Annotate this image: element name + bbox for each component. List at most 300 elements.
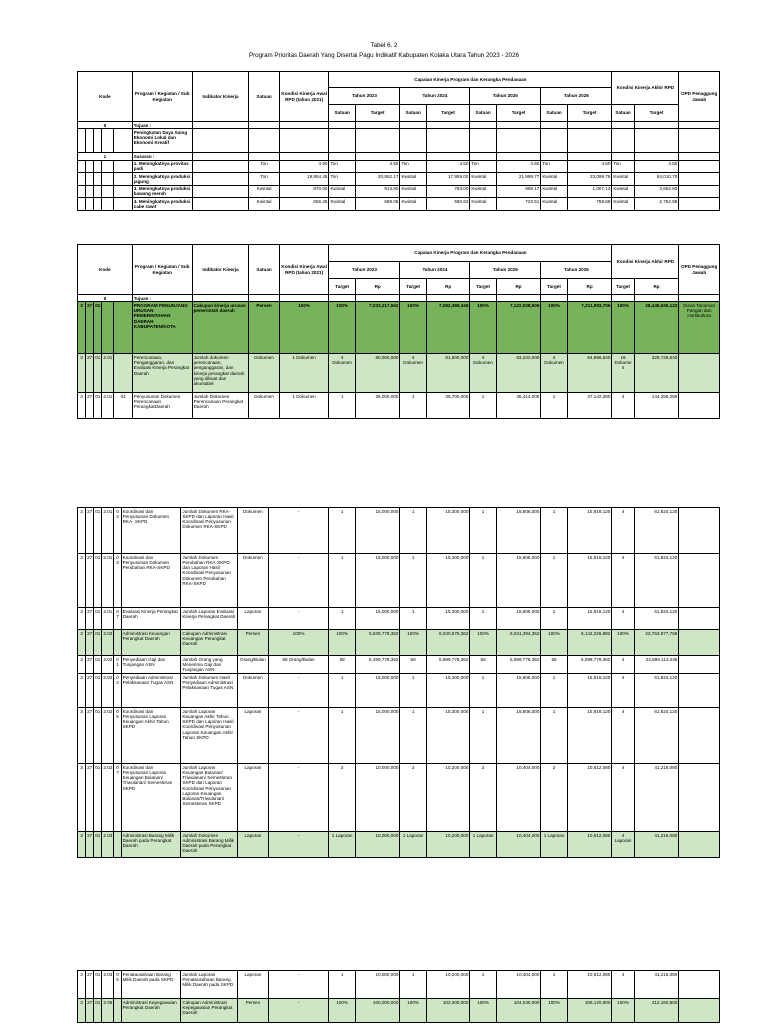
kode-cell: 05	[114, 708, 121, 764]
opd-cell	[679, 971, 720, 999]
kondisi-awal-cell: 656.25	[279, 198, 329, 211]
program-table-page3	[77, 970, 720, 1023]
rp-2023: 80,000,000	[355, 354, 400, 393]
indikator-cell: Jumlah dokumen perencanaan, penganggaran, dan kinerja perangkat daerah yang dibuat dan akuntabel	[192, 354, 249, 393]
opd-cell	[679, 674, 720, 708]
rp-2024: 15,300,000	[426, 508, 470, 554]
target-2025: 723.51	[496, 198, 541, 211]
satuan-2024: Kwintal	[400, 185, 426, 198]
kode-cell	[102, 160, 114, 173]
kode-cell: 3	[78, 999, 86, 1023]
target-akhir: 4	[612, 608, 634, 630]
rp-2024: 10,200,000	[426, 832, 470, 858]
rp-2026: 37,142,280	[567, 393, 612, 419]
col-opd: OPD Penaggung Jawab	[679, 72, 720, 122]
table-row	[78, 999, 720, 1023]
kondisi-awal-cell: -	[268, 832, 329, 858]
kode-cell	[78, 198, 86, 211]
col-satuan-2025: Satuan	[470, 105, 496, 122]
kode-cell: 3	[78, 508, 86, 554]
rp-akhir: 61,824,120	[634, 608, 679, 630]
kode-cell: 01	[94, 393, 102, 419]
col-target-2026: Target	[567, 105, 612, 122]
satuan-cell: Persen	[238, 999, 268, 1023]
target-akhir: 4	[612, 393, 634, 419]
rp-akhir: 412,160,800	[634, 999, 679, 1023]
target-2024: 17,959.00	[426, 173, 470, 186]
rp-akhir: 329,728,640	[634, 354, 679, 393]
col-satuan: Satuan	[249, 72, 279, 122]
target-2024: 100%	[400, 999, 426, 1023]
target-2023: 1 Laporan	[329, 832, 355, 858]
target-2026: 1	[541, 708, 567, 764]
kode-cell	[102, 185, 114, 198]
target-2026: 23,099.76	[567, 173, 612, 186]
kode-cell	[86, 185, 94, 198]
kondisi-awal-cell: -	[268, 708, 329, 764]
rp-akhir: 41,216,080	[634, 832, 679, 858]
table-row	[78, 122, 720, 129]
target-2023: 1	[329, 674, 355, 708]
target-2023: 20,952.17	[355, 173, 400, 186]
rp-2025: 15,606,000	[496, 554, 541, 608]
col-target-2024: Target	[400, 279, 426, 295]
target-2025: 100%	[470, 630, 496, 656]
col-satuan-2026: Satuan	[541, 105, 567, 122]
satuan-cell: Laporan	[238, 832, 268, 858]
table-row	[78, 198, 720, 211]
target-2023: 913.50	[355, 185, 400, 198]
target-2023: 4.50	[355, 160, 400, 173]
table-row	[78, 153, 720, 160]
satuan-akhir: Kwintal	[612, 185, 634, 198]
target-2024: 1 Laporan	[400, 832, 426, 858]
target-2024: 1	[400, 393, 426, 419]
kode-cell: 01	[94, 674, 102, 708]
kondisi-awal-cell: 1 Dokumen	[279, 354, 329, 393]
col-kondisi-akhir: Kondisi Kinerja Akhir RPD	[612, 245, 679, 279]
kode-cell: 2.01	[102, 554, 114, 608]
rp-2025: 10,404,000	[496, 971, 541, 999]
satuan-cell: Dokumen	[238, 674, 268, 708]
target-2025: 1	[470, 608, 496, 630]
kode-cell: 2.03	[102, 971, 114, 999]
col-2024: Tahun 2024	[400, 262, 470, 279]
rp-2025: 7,122,038,506	[496, 302, 541, 354]
target-akhir: 4	[612, 554, 634, 608]
satuan-cell: Kwintal	[249, 185, 279, 198]
target-2023: 689.06	[355, 198, 400, 211]
kode-cell	[114, 302, 132, 354]
kode-cell	[114, 630, 121, 656]
target-2025: 100%	[470, 302, 496, 354]
col-program: Program / Kegiatan / Sub Kegiatan	[132, 245, 192, 295]
kode-cell: 27	[86, 999, 94, 1023]
col-2026: Tahun 2026	[541, 262, 612, 279]
kondisi-awal-cell: 870.00	[279, 185, 329, 198]
rp-2024: 5,999,778,362	[426, 656, 470, 674]
kode-cell: 1	[78, 153, 133, 160]
target-2024: 1	[400, 608, 426, 630]
target-2024: 4 Dokumen	[400, 354, 426, 393]
target-2023: 1	[329, 393, 355, 419]
target-2025: 1	[470, 393, 496, 419]
indicator-name: 3. Meningkatnya produksi bawang merah	[133, 186, 191, 197]
kode-cell: II	[78, 295, 133, 302]
indikator-cell	[192, 160, 249, 173]
kode-cell: 27	[86, 674, 94, 708]
program-name: Perencanaan, Penganggaran, dan Evaluasi Kinerja Perangkat Daerah	[132, 354, 192, 393]
target-akhir: 4	[612, 764, 634, 832]
kode-cell	[86, 173, 94, 186]
kode-cell: 3	[78, 674, 86, 708]
satuan-2023: Kwintal	[329, 185, 355, 198]
indikator-cell: Jumlah Laporan Penatausahaan Barang Milik Daerah pada SKPD	[181, 971, 238, 999]
kode-cell: 3	[78, 832, 86, 858]
opd-cell: Dinas Tanaman Pangan dan Hortikultura	[679, 302, 720, 354]
rp-2025: 10,404,000	[496, 764, 541, 832]
col-indikator: Indikator Kinerja	[192, 72, 249, 122]
kondisi-awal-cell: -	[268, 674, 329, 708]
target-2025: 21,999.77	[496, 173, 541, 186]
rp-akhir: 61,824,120	[634, 554, 679, 608]
target-2025: 1	[470, 708, 496, 764]
target-2026: 759.69	[567, 198, 612, 211]
indikator-cell: Jumlah Dokumen Perencanaan Perangkat Daerah	[192, 393, 249, 419]
kode-cell	[94, 198, 102, 211]
col-capaian: Capaian Kinerja Program dan Kerangka Pendanaan	[329, 72, 612, 88]
kode-cell	[114, 832, 121, 858]
kode-cell: 27	[86, 764, 94, 832]
kode-cell	[102, 173, 114, 186]
rp-2024: 7,082,386,346	[426, 302, 470, 354]
rp-2023: 15,000,000	[355, 708, 400, 764]
kode-cell: 07	[114, 608, 121, 630]
col-target-akhir: Target	[612, 279, 634, 295]
kode-cell: 2.02	[102, 764, 114, 832]
kode-cell: 27	[86, 508, 94, 554]
col-2025: Tahun 2025	[470, 262, 541, 279]
satuan-cell: Laporan	[238, 764, 268, 832]
kondisi-awal-cell: -	[268, 508, 329, 554]
table-row	[78, 393, 720, 419]
table-row	[78, 608, 720, 630]
target-2024: 1	[400, 674, 426, 708]
target-2026: 1	[541, 674, 567, 708]
kode-cell: 3	[78, 630, 86, 656]
target-akhir: 4	[612, 971, 634, 999]
satuan-2026: Kwintal	[541, 198, 567, 211]
program-name: Penyusunan Dokumen Perencanaan PerangkatDaerah	[132, 393, 192, 419]
col-2025: Tahun 2025	[470, 88, 541, 105]
satuan-cell: Dokumen	[249, 354, 279, 393]
satuan-cell: Persen	[238, 630, 268, 656]
rp-2026: 6,142,226,882	[567, 630, 612, 656]
tujuan-label: Tujuan :	[132, 295, 192, 302]
target-akhir: 4.50	[634, 160, 679, 173]
satuan-2025: Ton	[470, 160, 496, 173]
rp-2023: 15,000,000	[355, 674, 400, 708]
target-akhir: 100%	[612, 302, 634, 354]
rp-2025: 83,232,000	[496, 354, 541, 393]
opd-cell	[679, 354, 720, 393]
kode-cell	[78, 160, 86, 173]
rp-2026: 15,918,120	[567, 554, 612, 608]
target-2025: 4.50	[496, 160, 541, 173]
table-row	[78, 508, 720, 554]
satuan-2024: Kwintal	[400, 173, 426, 186]
kondisi-awal-cell: -	[268, 971, 329, 999]
kode-cell: 01	[94, 832, 102, 858]
indikator-cell: Jumlah Dokumen Hasil Penyediaan Administrasi Pelaksanaan Tugas ASN	[181, 674, 238, 708]
kondisi-awal-cell: 4.50	[279, 160, 329, 173]
rp-akhir: 41,216,080	[634, 971, 679, 999]
kode-cell: 01	[94, 608, 102, 630]
kode-cell: 2.01	[102, 393, 114, 419]
rp-2023: 15,000,000	[355, 508, 400, 554]
table-row	[78, 160, 720, 173]
opd-cell	[679, 160, 720, 173]
kode-cell: 2.02	[102, 656, 114, 674]
indikator-cell: Jumlah Dokumen Administrasi Barang Milik Daerah pada Perangkat Daerah	[181, 832, 238, 858]
table-row	[78, 656, 720, 674]
col-kode: Kode	[78, 72, 133, 122]
indikator-cell: Jumlah Dokumen RKA-SKPD dan Laporan Hasil Koordinasi Penyusunan Dokumen RKA-SKPD	[181, 508, 238, 554]
opd-cell	[679, 832, 720, 858]
kode-cell: 3	[78, 354, 86, 393]
indikator-cell: Cakupan Administrasi Keuangan Perangkat Daerah	[181, 630, 238, 656]
table-title: Program Prioritas Daerah Yang Disertai Pagu Indikatif Kabupaten Kolaka Utara Tahun 2023 - 2026	[248, 52, 519, 59]
program-table-page1	[77, 71, 720, 211]
opd-cell	[679, 198, 720, 211]
satuan-2023: Kwintal	[329, 198, 355, 211]
target-2023: 1	[329, 708, 355, 764]
kode-cell: 2.02	[102, 708, 114, 764]
target-2025: 1	[470, 554, 496, 608]
target-2026: 58	[541, 656, 567, 674]
target-2023: 1	[329, 508, 355, 554]
satuan-cell: Ton	[249, 173, 279, 186]
table-row	[78, 764, 720, 832]
target-2025: 58	[470, 656, 496, 674]
target-2026: 1,007.13	[567, 185, 612, 198]
kode-cell	[86, 160, 94, 173]
rp-akhir: 61,824,120	[634, 508, 679, 554]
target-2024: 100%	[400, 302, 426, 354]
indikator-cell: Jumlah Orang yang Menerima Gaji dan Tunjangan ASN	[181, 656, 238, 674]
kode-cell: 3	[78, 608, 86, 630]
table-row	[78, 295, 720, 302]
table-row	[78, 832, 720, 858]
kode-cell: 27	[86, 554, 94, 608]
kode-cell: 27	[86, 608, 94, 630]
opd-cell	[679, 393, 720, 419]
rp-2026: 15,918,120	[567, 608, 612, 630]
target-akhir: 4	[612, 656, 634, 674]
target-akhir: 4 Laporan	[612, 832, 634, 858]
kode-cell	[102, 198, 114, 211]
indikator-cell: Cakupan kinerja urusan pemerintah daerah	[192, 302, 249, 354]
target-akhir: 4	[612, 708, 634, 764]
target-2025: 1	[470, 971, 496, 999]
rp-akhir: 23,599,113,448	[634, 656, 679, 674]
rp-2024: 35,700,000	[426, 393, 470, 419]
target-2023: 100%	[329, 630, 355, 656]
opd-cell	[679, 764, 720, 832]
indikator-cell	[192, 173, 249, 186]
program-name: PROGRAM PENUNJANG URUSAN PEMERINTAHAN DAERAH KABUPATEN/KOTA	[132, 302, 192, 354]
rp-2023: 10,000,000	[355, 764, 400, 832]
col-target-2025: Target	[470, 279, 496, 295]
rp-2023: 7,033,217,562	[355, 302, 400, 354]
rp-2023: 10,000,000	[355, 832, 400, 858]
target-2026: 100%	[541, 999, 567, 1023]
kode-cell: 27	[86, 656, 94, 674]
satuan-akhir: Kwintal	[612, 198, 634, 211]
opd-cell	[679, 173, 720, 186]
opd-cell	[679, 708, 720, 764]
opd-cell	[679, 630, 720, 656]
col-kondisi-awal: Kondisi Kinerja Awal RPD (tahun 2021)	[279, 72, 329, 122]
kode-cell: 27	[86, 832, 94, 858]
kode-cell: 01	[114, 393, 132, 419]
col-program: Program / Kegiatan / Sub Kegiatan	[132, 72, 192, 122]
target-akhir: 100%	[612, 999, 634, 1023]
tujuan-label: Tujuan :	[132, 122, 192, 129]
col-satuan-2024: Satuan	[400, 105, 426, 122]
indicator-name: 1. Meningkatnya provitas padi	[132, 160, 192, 173]
col-rp-akhir: Rp	[634, 279, 679, 295]
target-2024: 4.50	[426, 160, 470, 173]
opd-cell	[679, 656, 720, 674]
kode-cell: 2.01	[102, 508, 114, 554]
rp-2025: 10,404,000	[496, 832, 541, 858]
kode-cell: 27	[86, 393, 94, 419]
rp-akhir: 144,256,280	[634, 393, 679, 419]
target-2026: 1 Laporan	[541, 832, 567, 858]
rp-2026: 10,612,080	[567, 971, 612, 999]
table-row	[78, 185, 720, 198]
program-name: Koordinasi dan Penyusunan Dokumen RKA- SKPD	[121, 508, 181, 554]
target-akhir: 3,662.80	[634, 185, 679, 198]
target-2026: 1	[541, 508, 567, 554]
col-satuan-akhir: Satuan	[612, 105, 634, 122]
rp-2026: 15,918,120	[567, 674, 612, 708]
target-2024: 1	[400, 508, 426, 554]
target-2025: 4 Dokumen	[470, 354, 496, 393]
target-2023: 100%	[329, 302, 355, 354]
rp-2023: 5,539,778,362	[355, 630, 400, 656]
target-2026: 1	[541, 393, 567, 419]
rp-2024: 15,300,000	[426, 608, 470, 630]
satuan-2026: Ton	[541, 160, 567, 173]
target-akhir: 2,762.88	[634, 198, 679, 211]
kode-cell	[94, 173, 102, 186]
col-rp-2025: Rp	[496, 279, 541, 295]
target-2026: 4 Dokumen	[541, 354, 567, 393]
table-row	[78, 554, 720, 608]
kode-cell: II	[78, 122, 133, 129]
target-2024: 100%	[400, 630, 426, 656]
kode-cell: 01	[114, 656, 121, 674]
opd-cell	[679, 508, 720, 554]
target-akhir: 100%	[612, 630, 634, 656]
kode-cell: 01	[94, 656, 102, 674]
kondisi-awal-cell: -	[268, 608, 329, 630]
target-2025: 100%	[470, 999, 496, 1023]
satuan-cell: Orang/Bulan	[238, 656, 268, 674]
rp-2025: 15,606,000	[496, 708, 541, 764]
table-row	[78, 129, 720, 153]
kode-cell	[114, 354, 132, 393]
satuan-2023: Ton	[329, 160, 355, 173]
col-kode: Kode	[78, 245, 133, 295]
kode-cell	[86, 198, 94, 211]
satuan-2025: Kwintal	[470, 173, 496, 186]
col-2024: Tahun 2024	[400, 88, 470, 105]
rp-akhir: 23,763,977,768	[634, 630, 679, 656]
target-2023: 58	[329, 656, 355, 674]
kode-cell	[114, 999, 121, 1023]
col-kondisi-akhir: Kondisi Kinerja Akhir RPD	[612, 72, 679, 105]
target-2024: 1	[400, 971, 426, 999]
kode-cell	[114, 185, 132, 198]
opd-cell	[679, 185, 720, 198]
rp-2026: 15,918,120	[567, 708, 612, 764]
kondisi-awal-cell: -	[268, 999, 329, 1023]
rp-2023: 100,000,000	[355, 999, 400, 1023]
kode-cell	[114, 198, 132, 211]
kode-cell: 02	[114, 674, 121, 708]
kode-cell: 03	[114, 554, 121, 608]
program-name: Administrasi Keuangan Perangkat Daerah	[121, 630, 181, 656]
table-row	[78, 708, 720, 764]
target-2026: 2	[541, 764, 567, 832]
kondisi-awal-cell: -	[268, 554, 329, 608]
target-2025: 1	[470, 508, 496, 554]
program-name: Administrasi Kepegawaian Perangkat Daerah	[121, 999, 181, 1023]
target-2024: 783.00	[426, 185, 470, 198]
col-satuan-2023: Satuan	[329, 105, 355, 122]
rp-2024: 10,200,000	[426, 971, 470, 999]
col-rp-2023: Rp	[355, 279, 400, 295]
satuan-cell: Persen	[249, 302, 279, 354]
satuan-2024: Kwintal	[400, 198, 426, 211]
table-row	[78, 674, 720, 708]
rp-2024: 102,000,000	[426, 999, 470, 1023]
rp-2026: 84,896,640	[567, 354, 612, 393]
rp-2024: 6,040,578,362	[426, 630, 470, 656]
kode-cell: 01	[94, 764, 102, 832]
col-target-2026: Target	[541, 279, 567, 295]
kode-cell: 01	[94, 354, 102, 393]
target-2023: 2	[329, 764, 355, 832]
satuan-cell: Dokumen	[238, 508, 268, 554]
satuan-cell: Kwintal	[249, 198, 279, 211]
kode-cell	[94, 185, 102, 198]
table-row	[78, 630, 720, 656]
indikator-cell: Cakupan Administrasi Kepegawaian Perangkat Daerah	[181, 999, 238, 1023]
target-2026: 4.50	[567, 160, 612, 173]
col-capaian: Capaian Kinerja Program dan Kerangka Pendanaan	[329, 245, 612, 262]
indikator-cell: Jumlah Laporan Keuangan Akhir Tahun SKPD dan Laporan Hasil Koordinasi Penyusunan Laporan Keuangan Akhir Tahun SKPD	[181, 708, 238, 764]
kode-cell: 3	[78, 393, 86, 419]
rp-akhir: 28,449,626,122	[634, 302, 679, 354]
satuan-cell: Dokumen	[249, 393, 279, 419]
rp-2025: 104,040,000	[496, 999, 541, 1023]
table-row	[78, 302, 720, 354]
kode-cell: 27	[86, 354, 94, 393]
